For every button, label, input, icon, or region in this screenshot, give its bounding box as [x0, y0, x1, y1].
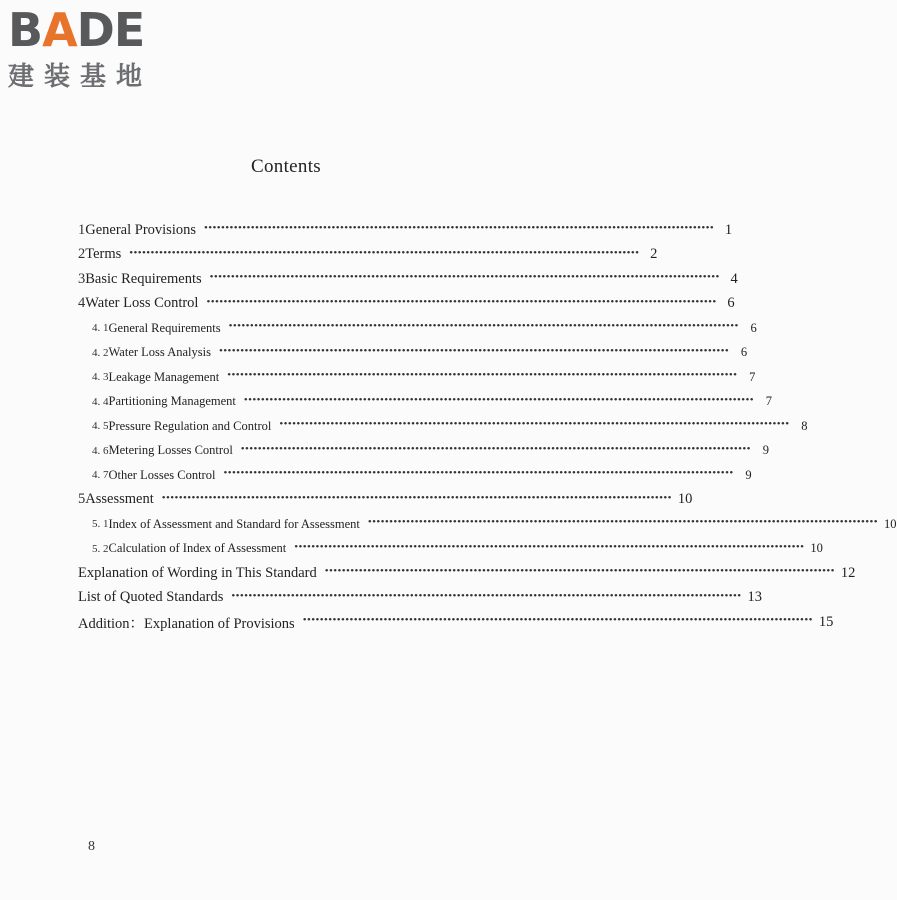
toc-leader-dots: ••••••••••••••••••••••••••••••••••••••••••••••••••••••••••••••••••••••••••••••••••••••••••••••••••••••••••••••••••••••••: [231, 589, 742, 602]
toc-entry[interactable]: [78, 439, 769, 464]
toc-entry[interactable]: [78, 267, 738, 292]
toc-entry[interactable]: [78, 586, 763, 611]
toc-entry-title: List of Quoted Standards: [78, 589, 224, 606]
toc-entry-title: Pressure Regulation and Control: [108, 418, 272, 433]
toc-entry-number: 1: [78, 221, 86, 238]
toc-entry-title: Terms: [85, 246, 122, 263]
toc-leader-dots: ••••••••••••••••••••••••••••••••••••••••••••••••••••••••••••••••••••••••••••••••••••••••••••••••••••••••••••••••••••••••: [243, 393, 755, 406]
toc-entry-number: 2: [78, 246, 86, 263]
toc-entry[interactable]: [78, 365, 756, 390]
toc-entry-title: Other Losses Control: [108, 467, 216, 482]
toc-entry-title: Partitioning Management: [108, 394, 236, 409]
toc-entry-page: 6: [750, 320, 757, 335]
toc-entry[interactable]: [78, 610, 834, 635]
toc-entry-title: Calculation of Index of Assessment: [108, 541, 287, 556]
toc-entry-number: 4. 1: [92, 322, 109, 335]
toc-leader-dots: ••••••••••••••••••••••••••••••••••••••••••••••••••••••••••••••••••••••••••••••••••••••••••••••••••••••••••••••••••••••••: [218, 344, 730, 357]
logo-wordmark: [8, 3, 178, 57]
toc-entry-number: 4. 5: [92, 420, 109, 433]
toc-entry-page: 8: [801, 418, 808, 433]
toc-entry[interactable]: [78, 463, 752, 488]
toc-entry-page: 6: [727, 295, 735, 312]
toc-entry-number: 4. 4: [92, 395, 109, 408]
toc-entry-title: Addition：Explanation of Provisions: [78, 615, 295, 632]
toc-leader-dots: ••••••••••••••••••••••••••••••••••••••••••••••••••••••••••••••••••••••••••••••••••••••••••••••••••••••••••••••••••••••••: [204, 222, 715, 235]
toc-leader-dots: ••••••••••••••••••••••••••••••••••••••••••••••••••••••••••••••••••••••••••••••••••••••••••••••••••••••••••••••••••••••••: [209, 271, 720, 284]
toc-entry[interactable]: [78, 390, 773, 415]
toc-entry-page: 2: [650, 246, 658, 263]
toc-entry-page: 9: [762, 443, 769, 458]
toc-entry-number: 4. 7: [92, 469, 109, 482]
toc-entry-page: 10: [884, 516, 897, 531]
toc-entry-title: Index of Assessment and Standard for Assessment: [108, 516, 360, 531]
toc-entry-page: 10: [677, 491, 693, 508]
toc-leader-dots: ••••••••••••••••••••••••••••••••••••••••••••••••••••••••••••••••••••••••••••••••••••••••••••••••••••••••••••••••••••••••: [228, 320, 739, 333]
toc-leader-dots: ••••••••••••••••••••••••••••••••••••••••••••••••••••••••••••••••••••••••••••••••••••••••••••••••••••••••••••••••••••••••: [227, 369, 738, 382]
toc-entry[interactable]: [78, 218, 733, 243]
toc-entry-page: 9: [745, 467, 752, 482]
toc-leader-dots: ••••••••••••••••••••••••••••••••••••••••••••••••••••••••••••••••••••••••••••••••••••••••••••••••••••••••••••••••••••••••: [223, 467, 734, 480]
toc-entry-number: 4. 2: [92, 346, 109, 359]
page-title: Contents: [251, 156, 321, 177]
toc-entry-page: 10: [810, 541, 823, 556]
toc-entry[interactable]: [78, 341, 748, 366]
logo-chinese-text: 建装基地: [8, 62, 153, 92]
toc-entry-title: General Requirements: [108, 320, 221, 335]
toc-entry-number: 4. 3: [92, 371, 109, 384]
page-number: 8: [88, 839, 95, 854]
toc-entry-title: Leakage Management: [108, 369, 220, 384]
toc-entry-page: 13: [747, 589, 763, 606]
toc-entry-title: Basic Requirements: [85, 270, 202, 287]
toc-entry-page: 7: [765, 394, 773, 409]
toc-entry-title: Metering Losses Control: [108, 443, 233, 458]
toc-entry-number: 5: [78, 491, 86, 508]
site-logo: [8, 3, 178, 93]
toc-leader-dots: ••••••••••••••••••••••••••••••••••••••••••••••••••••••••••••••••••••••••••••••••••••••••••••••••••••••••••••••••••••••••: [206, 295, 717, 308]
toc-entry-number: 4. 6: [92, 444, 109, 457]
toc-entry[interactable]: [78, 512, 897, 537]
toc-entry-title: Water Loss Control: [85, 295, 199, 312]
toc-entry[interactable]: [78, 292, 735, 317]
toc-entry[interactable]: [78, 414, 808, 439]
toc-entry-number: 5. 1: [92, 518, 109, 531]
toc-entry-title: Assessment: [85, 491, 154, 508]
toc-entry-number: 3: [78, 270, 86, 287]
toc-leader-dots: ••••••••••••••••••••••••••••••••••••••••••••••••••••••••••••••••••••••••••••••••••••••••••••••••••••••••••••••••••••••••: [302, 614, 813, 627]
toc-entry[interactable]: [78, 316, 757, 341]
toc-leader-dots: ••••••••••••••••••••••••••••••••••••••••••••••••••••••••••••••••••••••••••••••••••••••••••••••••••••••••••••••••••••••••: [294, 540, 805, 553]
logo-letters-de: DE: [76, 3, 145, 57]
toc-entry[interactable]: [78, 243, 658, 268]
toc-entry[interactable]: [78, 488, 693, 513]
toc-leader-dots: ••••••••••••••••••••••••••••••••••••••••••••••••••••••••••••••••••••••••••••••••••••••••••••••••••••••••••••••••••••••••: [324, 565, 835, 578]
toc-entry[interactable]: [78, 537, 823, 562]
logo-letter-a: A: [42, 3, 77, 57]
toc-leader-dots: ••••••••••••••••••••••••••••••••••••••••••••••••••••••••••••••••••••••••••••••••••••••••••••••••••••••••••••••••••••••••: [161, 491, 672, 504]
toc-leader-dots: ••••••••••••••••••••••••••••••••••••••••••••••••••••••••••••••••••••••••••••••••••••••••••••••••••••••••••••••••••••••••: [240, 442, 751, 455]
toc-leader-dots: ••••••••••••••••••••••••••••••••••••••••••••••••••••••••••••••••••••••••••••••••••••••••••••••••••••••••••••••••••••••••: [129, 246, 640, 259]
toc-entry-page: 1: [724, 221, 733, 238]
toc-leader-dots: ••••••••••••••••••••••••••••••••••••••••••••••••••••••••••••••••••••••••••••••••••••••••••••••••••••••••••••••••••••••••: [279, 418, 790, 431]
toc-entry-page: 6: [740, 345, 748, 360]
logo-letter-b: B: [8, 3, 43, 57]
toc-entry-title: Water Loss Analysis: [108, 345, 211, 360]
toc-leader-dots: ••••••••••••••••••••••••••••••••••••••••••••••••••••••••••••••••••••••••••••••••••••••••••••••••••••••••••••••••••••••••: [367, 516, 878, 529]
toc-entry-page: 4: [730, 270, 738, 287]
toc-entry[interactable]: [78, 561, 856, 586]
toc-entry-page: 12: [840, 564, 856, 581]
toc-entry-title: Explanation of Wording in This Standard: [78, 564, 317, 581]
toc-entry-page: 7: [749, 369, 756, 384]
toc-entry-number: 4: [78, 295, 86, 312]
toc-entry-title: General Provisions: [85, 221, 196, 238]
toc-entry-number: 5. 2: [92, 542, 109, 555]
toc-entry-page: 15: [818, 613, 834, 630]
table-of-contents: [78, 218, 897, 635]
